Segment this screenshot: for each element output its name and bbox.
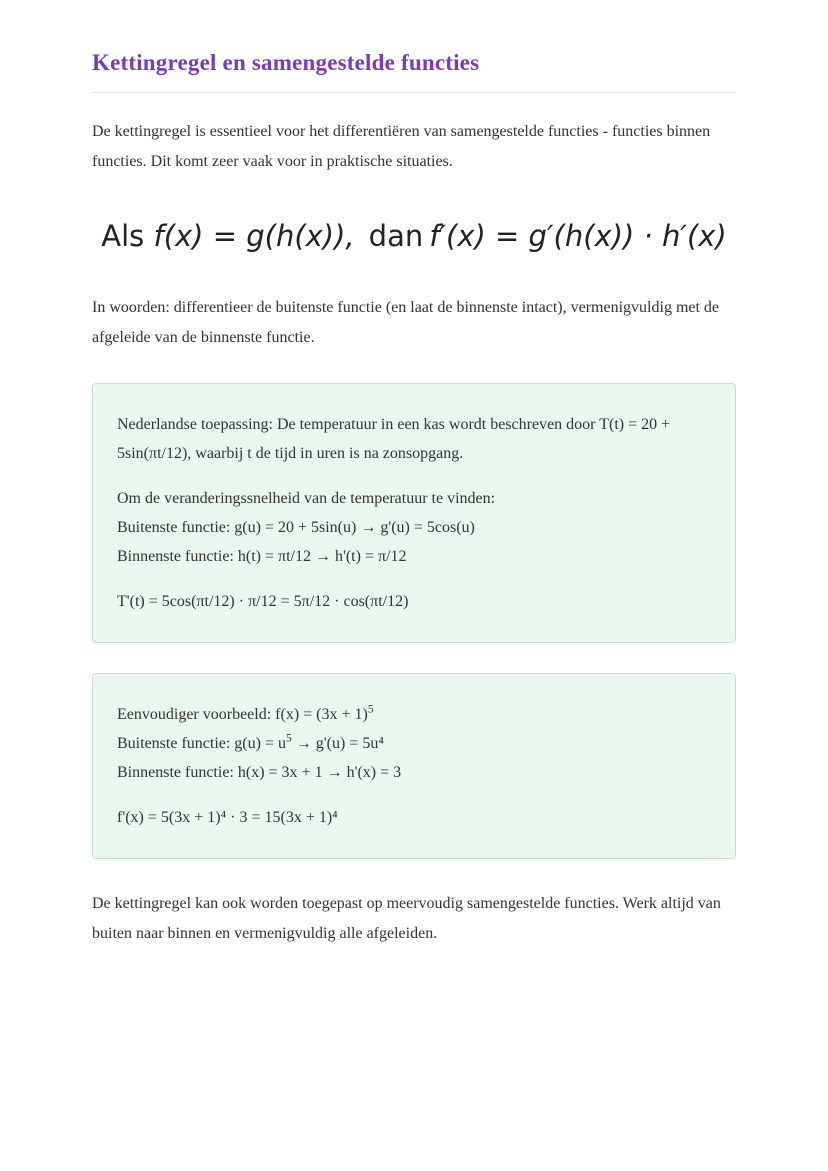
greenhouse-step-goal: Om de veranderingssnelheid van de temperatuur te vinden: [117,490,496,507]
formula-derivative-rule: f′(x) = g′(h(x)) · h′(x) [429,219,727,253]
formula-composite-definition: f(x) = g(h(x)), [153,219,355,253]
example-box-greenhouse [92,383,736,643]
simple-example-outer-function: Buitenste functie: $g(u) = u^5 \to g'(u) = 5u^4$ [117,732,384,752]
intro-paragraph: De kettingregel is essentieel voor het differentiëren van samengestelde functies - functies binnen functies. Dit komt zeer vaak voor in praktische situaties. [92,123,711,170]
simple-example-inner-function: Binnenste functie: h(x) = 3x + 1 → h'(x) = 3 [117,764,402,781]
chain-rule-formula [92,219,736,253]
closing-paragraph: De kettingregel kan ook worden toegepast op meervoudig samengestelde functies. Werk altijd van buiten naar binnen en vermenigvuldig alle afgeleiden. [92,895,721,942]
greenhouse-steps [117,484,711,571]
in-words-paragraph: In woorden: differentieer de buitenste functie (en laat de binnenste intact), vermenigvuldig met de afgeleide van de binnenste functie. [92,299,720,346]
simple-example-steps [117,700,711,787]
formula-word-dan: dan [368,219,424,253]
formula-word-als: Als [101,219,154,253]
simple-example-result-line: f'(x) = 5(3x + 1)⁴ · 3 = 15(3x + 1)⁴ [117,809,338,826]
example-box-simple [92,673,736,859]
greenhouse-step-inner-function: Binnenste functie: h(t) = πt/12 → h'(t) = π/12 [117,548,407,565]
greenhouse-setup-paragraph: Nederlandse toepassing: De temperatuur in een kas wordt beschreven door T(t) = 20 + 5sin(πt/12), waarbij t de tijd in uren is na zonsopgang. [117,416,671,462]
greenhouse-result-line: T'(t) = 5cos(πt/12) · π/12 = 5π/12 · cos(πt/12) [117,593,409,610]
page-title: Kettingregel en samengestelde functies [92,50,480,75]
simple-example-definition: Eenvoudiger voorbeeld: $f(x) = (3x + 1)^5$ [117,703,374,723]
greenhouse-step-outer-function: Buitenste functie: g(u) = 20 + 5sin(u) → g'(u) = 5cos(u) [117,519,475,536]
title-divider [92,92,736,93]
